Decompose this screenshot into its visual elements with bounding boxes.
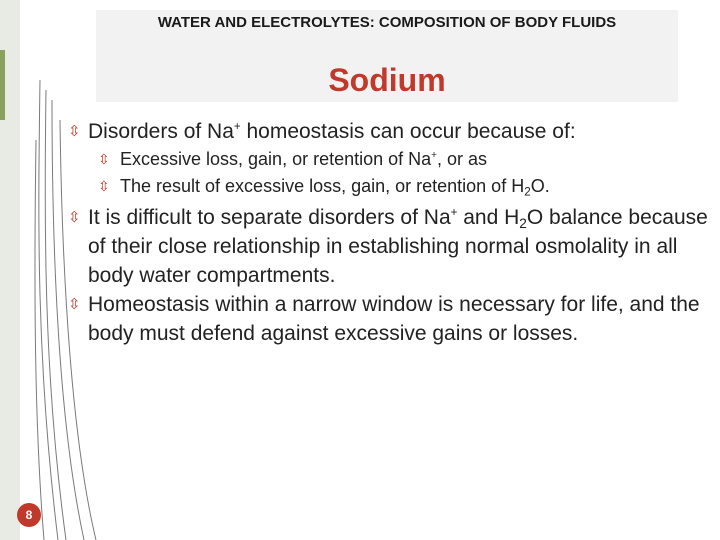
slide-content xyxy=(68,117,708,348)
bullet-text: It is difficult to separate disorders of Na xyxy=(88,206,451,229)
bullet-difficult xyxy=(68,203,708,290)
bullet-text: Disorders of Na xyxy=(88,120,234,143)
bullet-homeostasis xyxy=(68,290,708,348)
bullet-text: O balance because of their close relationship in establishing normal osmolality in all body water compartments. xyxy=(88,206,708,287)
bullet-text: , or as xyxy=(436,149,487,169)
diamond-arrow-icon: ⇳ xyxy=(98,178,110,194)
bullet-text: Excessive loss, gain, or retention of Na xyxy=(120,149,432,169)
bullet-text: The result of excessive loss, gain, or retention of H xyxy=(120,176,525,196)
subscript: 2 xyxy=(519,216,527,232)
slide-title: Sodium xyxy=(328,62,446,98)
sub-bullet-excessive xyxy=(98,146,708,173)
superscript: + xyxy=(450,206,458,219)
diamond-arrow-icon: ⇳ xyxy=(68,209,81,226)
diamond-arrow-icon: ⇳ xyxy=(68,296,81,313)
bullet-text: O. xyxy=(530,176,550,196)
superscript: + xyxy=(233,120,241,133)
slide-header: WATER AND ELECTROLYTES: COMPOSITION OF BODY FLUIDS xyxy=(157,14,617,31)
bullet-disorders xyxy=(68,117,708,146)
bullet-text: homeostasis can occur because of: xyxy=(240,120,576,143)
diamond-arrow-icon: ⇳ xyxy=(98,151,110,167)
sub-bullet-result xyxy=(98,173,708,200)
superscript: + xyxy=(431,150,437,162)
subscript: 2 xyxy=(524,185,531,199)
bullet-text: and H xyxy=(457,206,520,229)
page-number: 8 xyxy=(17,503,41,527)
bullet-text: Homeostasis within a narrow window is necessary for life, and the body must defend against excessive gains or losses. xyxy=(88,293,700,345)
diamond-arrow-icon: ⇳ xyxy=(68,123,81,140)
